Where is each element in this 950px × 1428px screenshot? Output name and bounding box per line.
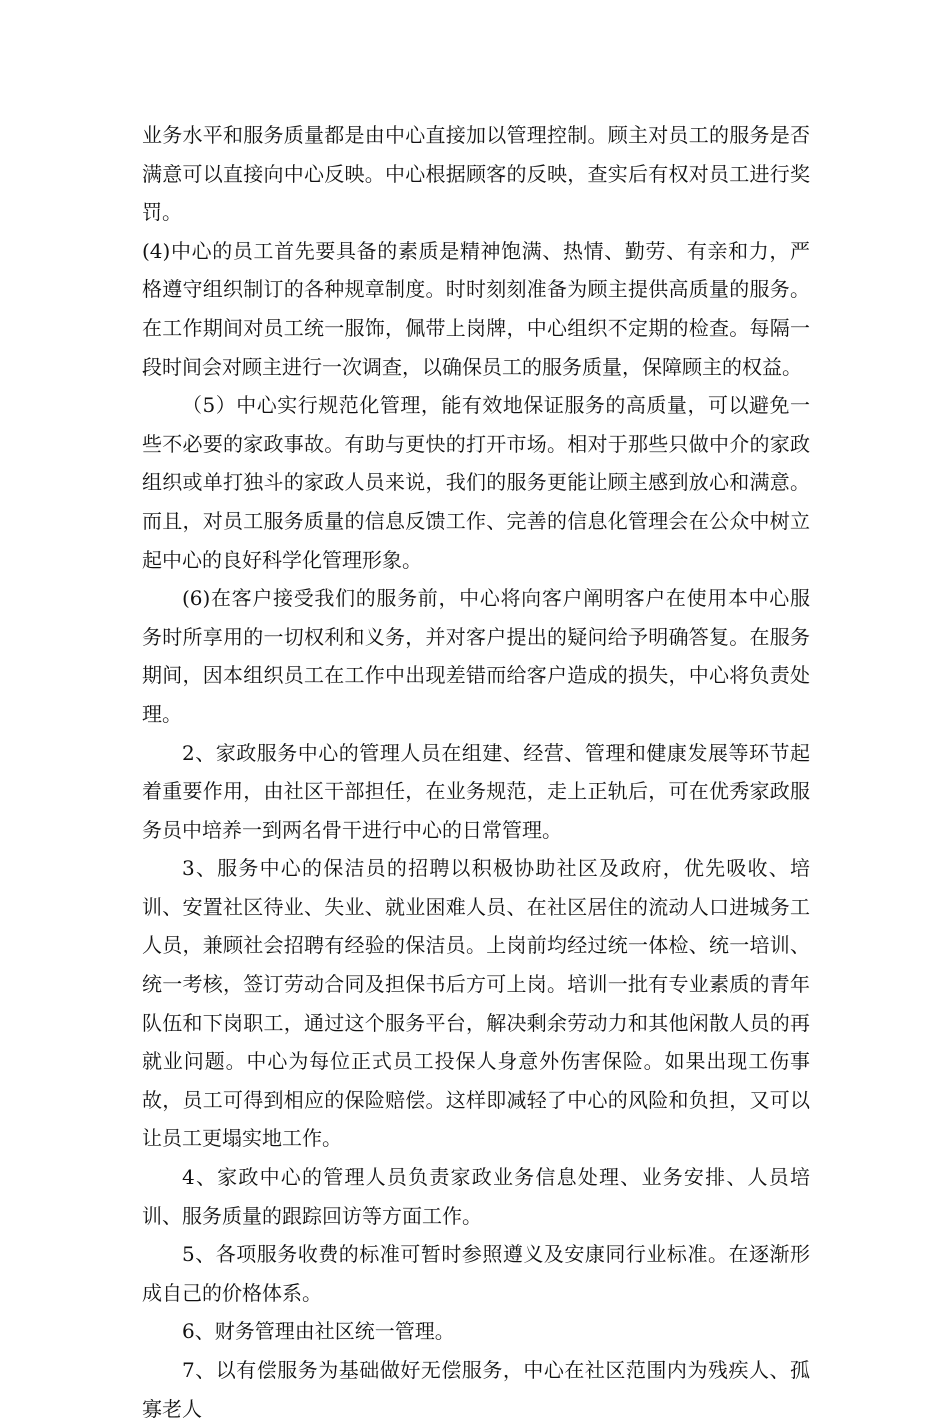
paragraph-section-5: 5、各项服务收费的标准可暂时参照遵义及安康同行业标准。在逐渐形成自己的价格体系。 bbox=[142, 1242, 810, 1305]
paragraph-item-4: (4)中心的员工首先要具备的素质是精神饱满、热情、勤劳、有亲和力，严格遵守组织制订的各种规章制度。时时刻刻准备为顾主提供高质量的服务。在工作期间对员工统一服饰，佩带上岗牌，中心组织不定期的检查。每隔一段时间会对顾主进行一次调查，以确保员工的服务质量，保障顾主的权益。 bbox=[142, 238, 810, 379]
paragraph-continuation: 业务水平和服务质量都是由中心直接加以管理控制。顾主对员工的服务是否满意可以直接向中心反映。中心根据顾客的反映，查实后有权对员工进行奖罚。 bbox=[142, 123, 810, 225]
paragraph-section-6: 6、财务管理由社区统一管理。 bbox=[182, 1319, 455, 1344]
paragraph-section-4: 4、家政中心的管理人员负责家政业务信息处理、业务安排、人员培训、服务质量的跟踪回访等方面工作。 bbox=[142, 1165, 810, 1228]
paragraph-section-7: 7、以有偿服务为基础做好无偿服务，中心在社区范围内为残疾人、孤寡老人 bbox=[142, 1358, 810, 1421]
paragraph-section-3: 3、服务中心的保洁员的招聘以积极协助社区及政府，优先吸收、培训、安置社区待业、失业、就业困难人员、在社区居住的流动人口进城务工人员，兼顾社会招聘有经验的保洁员。上岗前均经过统一体检、统一培训、统一考核，签订劳动合同及担保书后方可上岗。培训一批有专业素质的青年队伍和下岗职工，通过这个服务平台，解决剩余劳动力和其他闲散人员的再就业问题。中心为每位正式员工投保人身意外伤害保险。如果出现工伤事故，员工可得到相应的保险赔偿。这样即减轻了中心的风险和负担，又可以让员工更塌实地工作。 bbox=[142, 856, 810, 1151]
document-body bbox=[142, 116, 810, 1428]
paragraph-item-6: (6)在客户接受我们的服务前，中心将向客户阐明客户在使用本中心服务时所享用的一切权利和义务，并对客户提出的疑问给予明确答复。在服务期间，因本组织员工在工作中出现差错而给客户造成的损失，中心将负责处理。 bbox=[142, 586, 810, 726]
paragraph-section-2: 2、家政服务中心的管理人员在组建、经营、管理和健康发展等环节起着重要作用，由社区干部担任，在业务规范，走上正轨后，可在优秀家政服务员中培养一到两名骨干进行中心的日常管理。 bbox=[142, 740, 810, 842]
paragraph-item-5: （5）中心实行规范化管理，能有效地保证服务的高质量，可以避免一些不必要的家政事故。有助与更快的打开市场。相对于那些只做中介的家政组织或单打独斗的家政人员来说，我们的服务更能让顾主感到放心和满意。而且，对员工服务质量的信息反馈工作、完善的信息化管理会在公众中树立起中心的良好科学化管理形象。 bbox=[142, 393, 810, 572]
